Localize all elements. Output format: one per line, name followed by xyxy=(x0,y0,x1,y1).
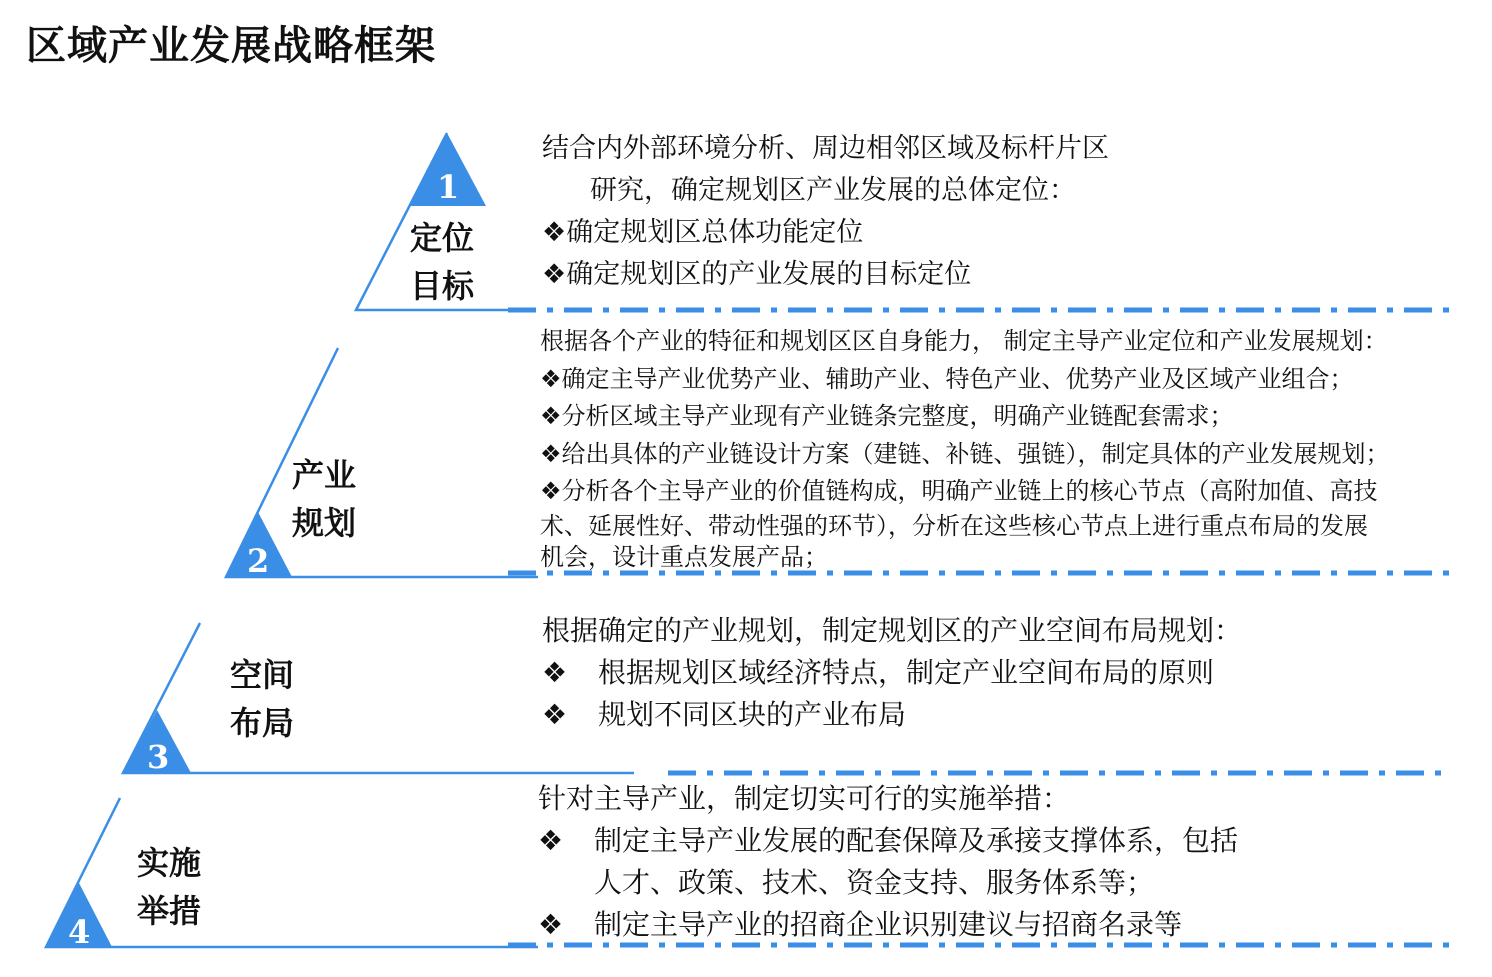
list-item: ❖确定主导产业优势产业、辅助产业、特色产业、优势产业及区域产业组合； xyxy=(540,361,1390,399)
stage-1-label xyxy=(410,214,474,310)
stage-3-intro: 根据确定的产业规划，制定规划区的产业空间布局规划： xyxy=(542,614,1243,647)
stage-1-number: 1 xyxy=(437,168,460,206)
list-item-continuation: 术、延展性好、带动性强的环节），分析在这些核心节点上进行重点布局的发展 xyxy=(540,511,1368,540)
stage-4-label-line1: 实施 xyxy=(137,844,202,882)
stage-1-intro-line1: 结合内外部环境分析、周边相邻区域及标杆片区 xyxy=(542,133,1109,164)
stage-2-number: 2 xyxy=(247,542,270,580)
diamond-bullet-icon: ❖ xyxy=(540,364,562,393)
stage-1-label-line2: 目标 xyxy=(410,267,475,305)
list-item: ❖ 制定主导产业的招商企业识别建议与招商名录等 xyxy=(538,904,1238,946)
stage-4-intro: 针对主导产业，制定切实可行的实施举措： xyxy=(538,782,1071,815)
list-item: ❖ 根据规划区域经济特点，制定产业空间布局的原则 xyxy=(542,652,1242,694)
list-item: ❖分析各个主导产业的价值链构成，明确产业链上的核心节点（高附加值、高技 xyxy=(540,473,1390,511)
page-title: 区域产业发展战略框架 xyxy=(26,23,436,69)
stage-3-number: 3 xyxy=(147,738,170,776)
stage-4-outline xyxy=(46,798,538,947)
diamond-bullet-icon: ❖ xyxy=(542,656,568,689)
list-item: ❖确定规划区总体功能定位 xyxy=(542,212,1109,254)
list-item: ❖给出具体的产业链设计方案（建链、补链、强链），制定具体的产业发展规划； xyxy=(540,436,1390,474)
list-item: ❖确定规划区的产业发展的目标定位 xyxy=(542,254,1109,296)
stage-3-content xyxy=(542,610,1242,736)
stage-2-label-line1: 产业 xyxy=(292,456,357,494)
stage-3-label xyxy=(230,651,294,747)
stage-4-content xyxy=(538,778,1238,946)
stage-1-label-line1: 定位 xyxy=(410,219,475,257)
stage-3-label-line1: 空间 xyxy=(230,656,295,694)
list-item: ❖ 制定主导产业发展的配套保障及承接支撑体系，包括 xyxy=(538,820,1238,862)
stage-4-label-line2: 举措 xyxy=(137,892,202,930)
diamond-bullet-icon: ❖ xyxy=(542,259,567,290)
list-item-continuation: 机会，设计重点发展产品； xyxy=(540,542,828,571)
stage-3-label-line2: 布局 xyxy=(230,704,295,742)
diamond-bullet-icon: ❖ xyxy=(540,439,562,468)
diamond-bullet-icon: ❖ xyxy=(542,217,567,248)
stage-1-content xyxy=(542,128,1109,296)
stage-4-label xyxy=(137,839,201,935)
list-item-continuation: 人才、政策、技术、资金支持、服务体系等； xyxy=(594,866,1155,899)
stage-2-label-line2: 规划 xyxy=(292,504,357,542)
list-item: ❖分析区域主导产业现有产业链条完整度，明确产业链配套需求； xyxy=(540,398,1390,436)
diamond-bullet-icon: ❖ xyxy=(538,908,564,941)
stage-2-label xyxy=(292,451,356,547)
stage-2-intro: 根据各个产业的特征和规划区区自身能力， 制定主导产业定位和产业发展规划： xyxy=(540,327,1388,355)
diamond-bullet-icon: ❖ xyxy=(540,402,562,430)
stage-1-intro-line2: 研究，确定规划区产业发展的总体定位： xyxy=(590,175,1076,206)
diamond-bullet-icon: ❖ xyxy=(542,698,568,731)
diamond-bullet-icon: ❖ xyxy=(538,824,564,857)
stage-2-content xyxy=(540,323,1390,573)
diamond-bullet-icon: ❖ xyxy=(540,477,562,505)
list-item: ❖ 规划不同区块的产业布局 xyxy=(542,694,1242,736)
stage-4-number: 4 xyxy=(68,913,91,951)
